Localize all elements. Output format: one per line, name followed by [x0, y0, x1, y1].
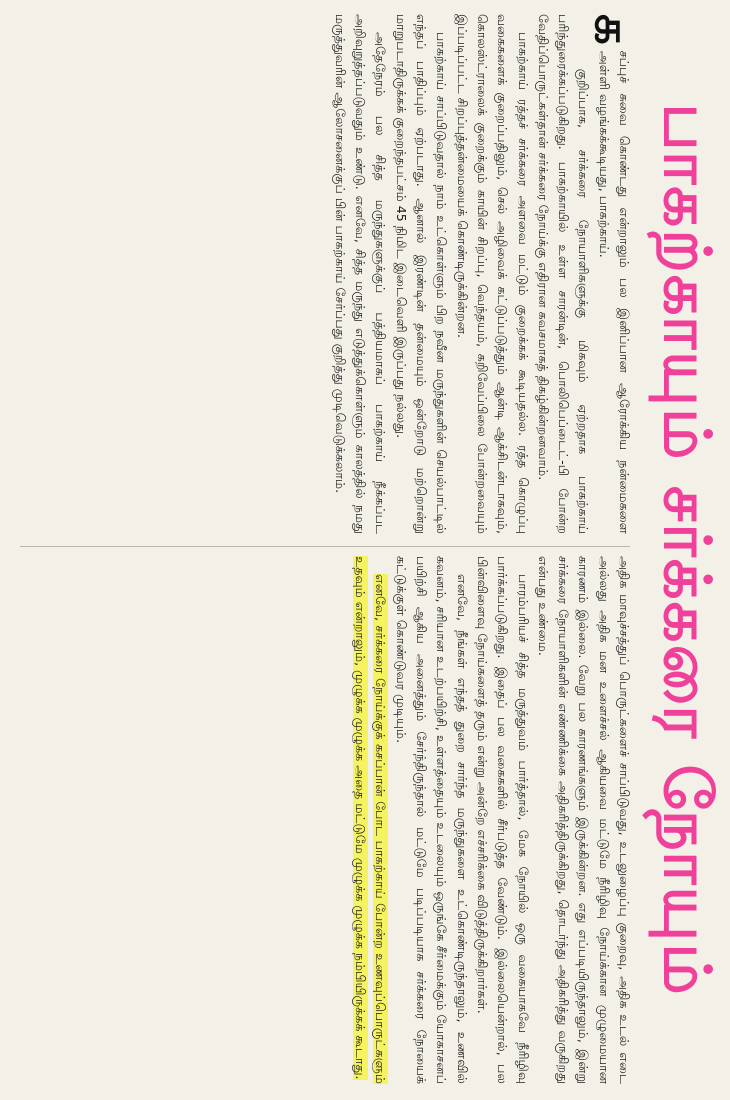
paragraph-5: அதேநேரம் பல சித்த மருந்துகளுக்குப் பத்தியமாகப் பாகற்காய் நீக்கப்பட அறிவுறுத்தப்படுவதும் உண்டு. எனவே, சித்த மருந்து எடுத்துக்கொள்ளும் காலத்தில் நமது மருத்துவரின் ஆலோசனைக்குப் பின் பாகற்காய் சேர்ப்பது குறித்து முடிவெடுக்கலாம்.: [332, 14, 389, 534]
column-divider: [20, 546, 630, 547]
left-column: [8, 14, 640, 534]
drop-cap: க: [584, 14, 640, 45]
paragraph-8: எனவே, நீங்கள் எந்தத் துறை சார்ந்த மருந்துகளை உட்கொண்டிருந்தாலும், உணவில் கவனம், சரியான உடற்பயிற்சி, உள்ளத்தையும் உடலையும் ஒருங்கே சீர்மைக்கும் யோகாசனப் பயிற்சி ஆகிய அனைத்தும் சேர்ந்திருந்தால் மட்டுமே படிப்படியாக சர்க்கரை நோயைக் கட்டுக்குள் கொண்டுவர முடியும்.: [393, 556, 470, 1084]
paragraph-1-text: சப்புச் சுவை கொண்டது என்றாலும் பல இனிப்பான ஆரோக்கிய நன்மைகளை அள்ளி வழங்கக்கூடியது, பாகற்காய்.: [596, 50, 632, 534]
headline: பாகற்காயும் சர்க்கரை நோயும்: [649, 103, 723, 997]
paragraph-6: அதிக மாவுச்சத்துப் பொருட்களைச் சாப்பிடுவது, உடலுழைப்பு குறைவு, அதிக உடல் எடை அல்லது அதிக மன உளைச்சல் ஆகியவை மட்டுமே நீரிழிவு நோய்க்கான முழுமையான காரணம் இல்லை. வேறு பல காரணங்களும் இருக்கின்றன. எது எப்படியிருந்தாலும், இன்று சர்க்கரை நோயாளிகளின் எண்ணிக்கை அதிகரித்திருக்கிறது, தொடர்ந்து அதிகரித்து வருகிறது என்பது உண்மை.: [535, 556, 632, 1084]
paragraph-2: குறிப்பாக, சர்க்கரை நோயாளிகளுக்கு மிகவும் ஏற்றதாக பாகற்காய் பரிந்துரைக்கப்படுகிறது. பாகற்காயில் உள்ள சாரன்டின், பொலிபெப்டைட்-பி போன்ற வேதிப்பொருட்கள்தான் சர்க்கரை நோய்க்கு எதிரான கவசமாகத் திகழ்கின்றனவாம்.: [535, 14, 592, 534]
highlighted-paragraph: [350, 556, 391, 1084]
paragraph-7: பாரம்பரியச் சித்த மருத்துவம் பார்த்தால், மேக நோயில் ஒரு வகையாகவே நீரிழிவு பார்க்கப்படுகிறது. இதைப் பல வகைகளில் சீர்படுத்த வேண்டும். இல்லையென்றால், பல பின்விளைவு நோய்களைத் தரும் என்று அன்றே எச்சரிக்கை விடுத்திருக்கிறார்கள்.: [474, 556, 531, 1084]
paragraph-4: பாகற்காய் சாப்பிடுவதால் நாம் உட்கொள்ளும் பிற நவீன மருந்துகளின் செயல்பாட்டில் எந்தப் பாதிப்பும் ஏற்படாது. ஆனால் இரண்டின் தன்மையும் ஒன்றோடு மற்றொன்று மாறுபடாதிருக்கக் குறைந்தபட்சம் 45 நிமிட இடைவெளி இருப்பது நல்லது.: [393, 14, 450, 534]
highlighted-text: எனவே, சர்க்கரை நோய்க்குக் கசப்பான் போட பாகற்காய் போன்ற உணவுப்பொருட்களும் உதவும் என்றாலும், முழுக்க முழுக்க அதை மட்டுமே முழுக்க முழுக்க நம்பியிருக்கக் கூடாது.: [353, 556, 389, 1084]
paragraph-3: பாகற்காய் ரத்தச் சர்க்கரை அளவை மட்டும் குறைக்கக் கூடியதல்ல. ரத்த கொழுப்பு வகைகளைக் குறைப்பதிலும், செல் அழிவைக் கட்டுப்படுத்தும் ஆன்டி ஆக்சிடன்டாகவும், கொலஸ்ட்ராலைக் குறைக்கும் காயின் சிறப்பு, வெந்தயம், கறிவேப்பிலை போன்றவையும் இப்படிப்பட்ட சிறப்புத்தன்மையைக் கொண்டிருக்கின்றன.: [454, 14, 531, 534]
paragraph-1: [584, 14, 640, 534]
right-column: [8, 556, 634, 1084]
